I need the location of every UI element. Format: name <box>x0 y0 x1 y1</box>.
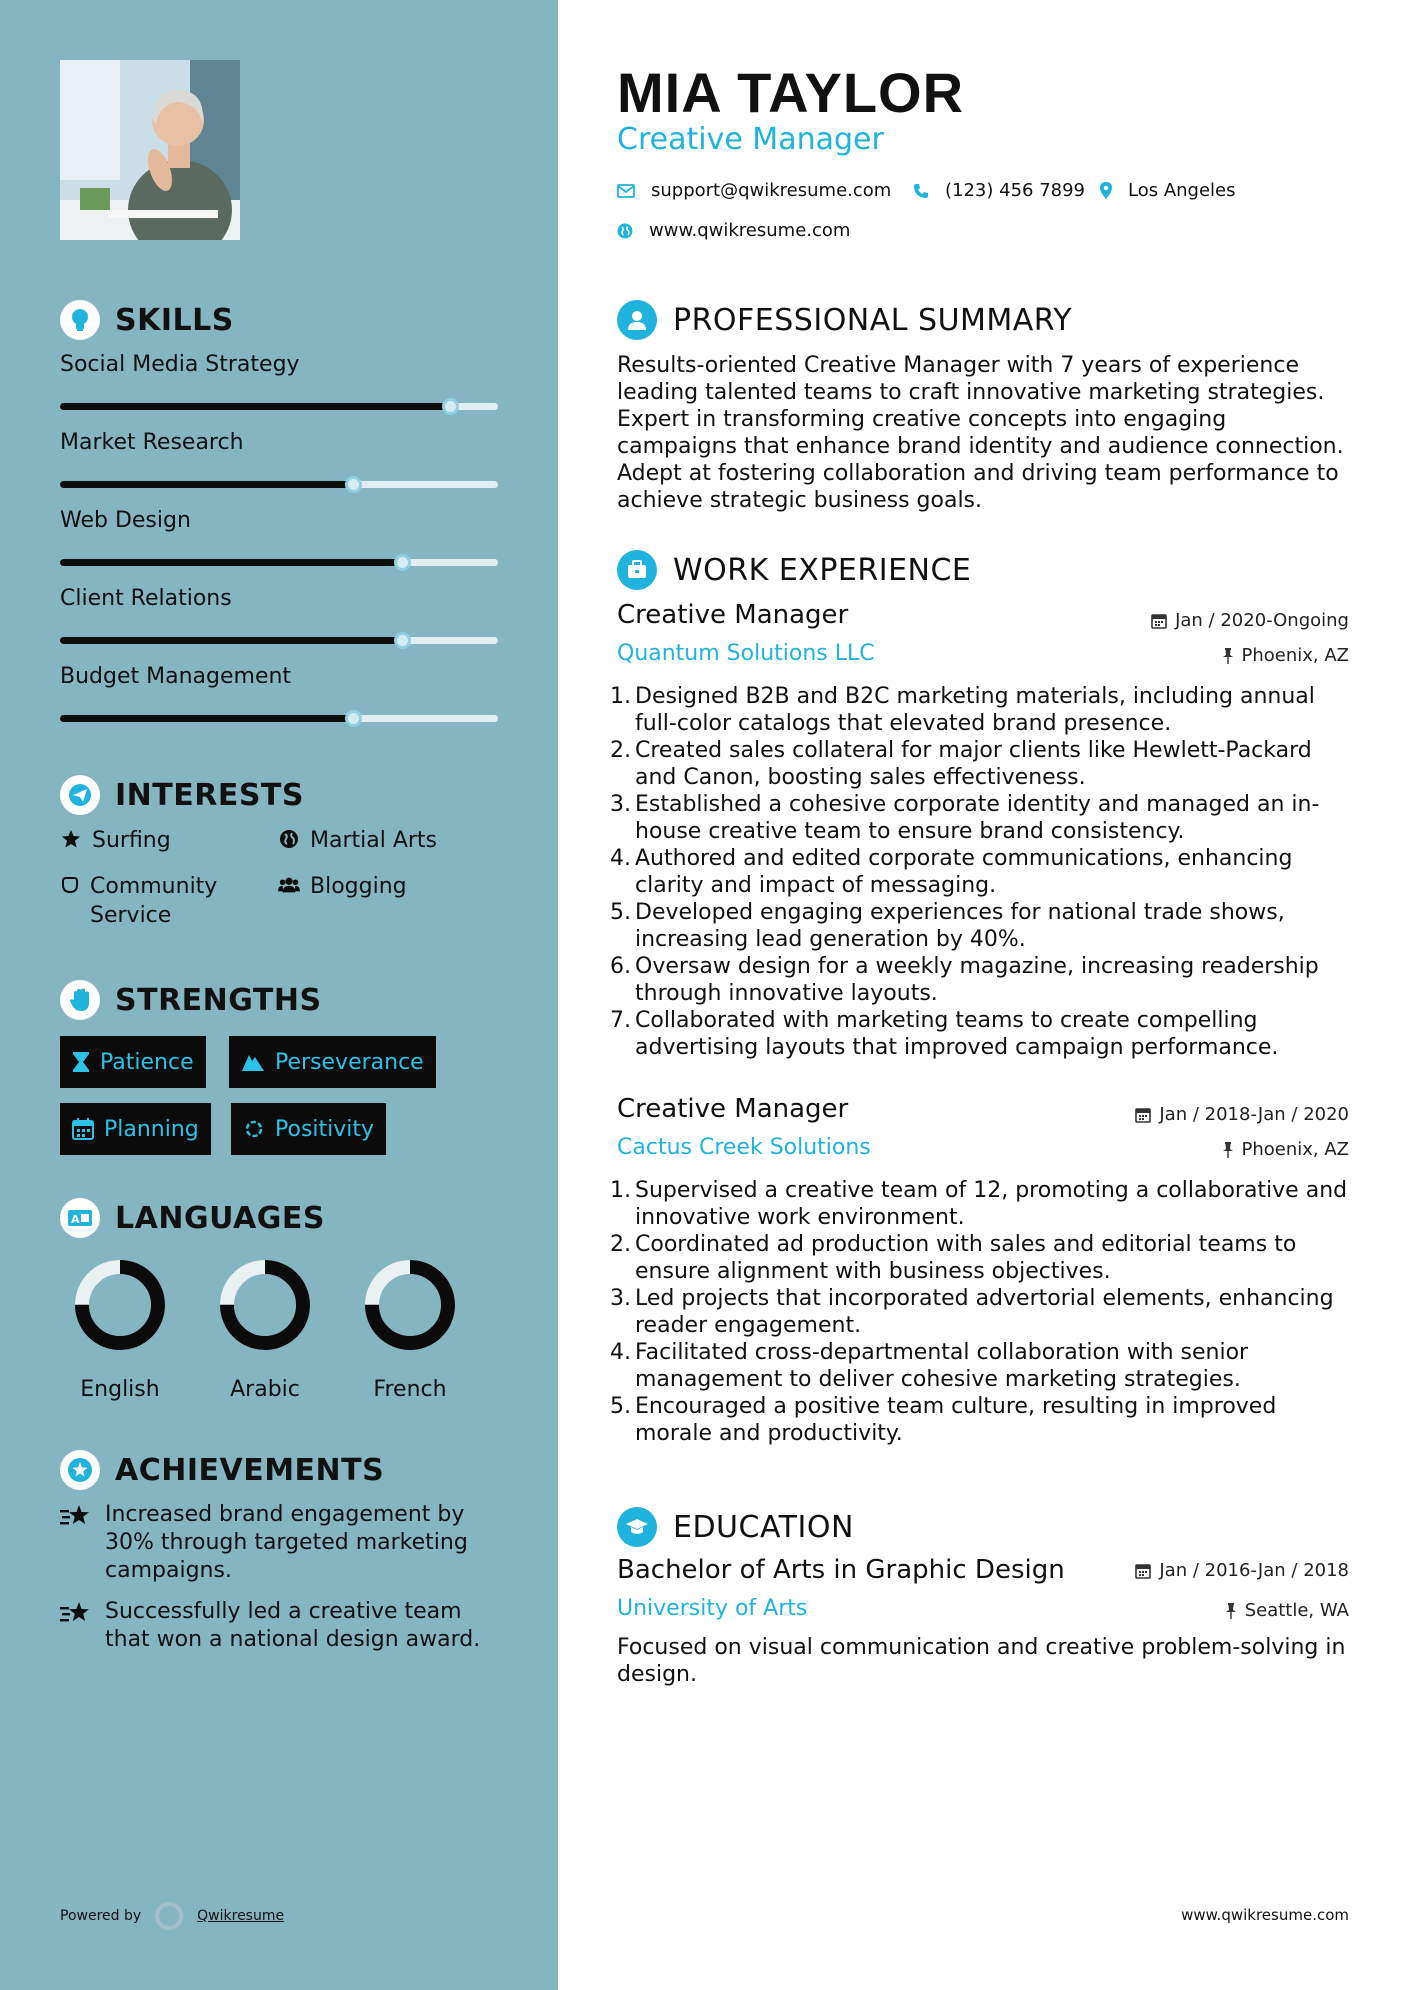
degree-title: Bachelor of Arts in Graphic Design <box>617 1555 1065 1585</box>
skill-bar-knob <box>442 398 459 415</box>
skill-bar <box>60 403 498 410</box>
job-location: Phoenix, AZ <box>1222 1139 1350 1160</box>
candidate-role: Creative Manager <box>617 122 884 157</box>
sun-icon <box>243 1118 265 1140</box>
list-item: 3. Led projects that incorporated advertorial elements, enhancing reader engagement. <box>610 1286 1334 1338</box>
strength-chip: Positivity <box>231 1103 386 1155</box>
pin-icon <box>1222 1142 1234 1158</box>
list-item: 2. Created sales collateral for major clients like Hewlett-Packard and Canon, boosting sales effectiveness. <box>610 738 1312 790</box>
job-location: Phoenix, AZ <box>1222 645 1350 666</box>
contact-email[interactable]: support@qwikresume.com <box>617 180 891 201</box>
skill-item: Market Research <box>60 430 498 488</box>
achievements-heading: ACHIEVEMENTS <box>60 1450 384 1490</box>
phone-icon <box>913 183 929 199</box>
education-text: Focused on visual communication and creative problem-solving in design. <box>617 1635 1346 1687</box>
globe-icon <box>617 223 633 239</box>
skill-bar <box>60 637 498 644</box>
job-date: Jan / 2018-Jan / 2020 <box>1135 1104 1349 1125</box>
strengths-heading: STRENGTHS <box>60 980 322 1020</box>
hand-icon <box>60 872 80 895</box>
svg-text:A: A <box>71 1213 80 1226</box>
star-icon <box>60 826 82 849</box>
list-item: 7. Collaborated with marketing teams to create compelling advertising layouts that improved campaign performance. <box>610 1008 1279 1060</box>
lightbulb-icon <box>60 300 100 340</box>
achievement-item: Successfully led a creative team that won a national design award. <box>60 1598 500 1654</box>
skill-bar-fill <box>60 637 402 644</box>
star-badge-icon <box>60 1450 100 1490</box>
skill-bar <box>60 715 498 722</box>
job-title: Creative Manager <box>617 600 849 630</box>
list-item: 4. Authored and edited corporate communications, enhancing clarity and impact of messaging. <box>610 846 1293 898</box>
language-item: French <box>355 1255 465 1402</box>
skill-bar-knob <box>394 554 411 571</box>
education-date: Jan / 2016-Jan / 2018 <box>1135 1560 1349 1581</box>
pin-icon <box>1222 648 1234 664</box>
calendar-icon <box>72 1118 94 1140</box>
summary-heading: PROFESSIONAL SUMMARY <box>617 300 1072 340</box>
list-item: 1. Designed B2B and B2C marketing materials, including annual full-color catalogs that elevated brand presence. <box>610 684 1315 736</box>
graduation-cap-icon <box>617 1507 657 1547</box>
shooting-star-icon <box>60 1598 94 1634</box>
calendar-icon <box>1151 613 1167 629</box>
skill-item: Client Relations <box>60 586 498 644</box>
qwikresume-logo-icon <box>155 1902 183 1930</box>
skill-bar-fill <box>60 403 450 410</box>
skill-bar-knob <box>345 710 362 727</box>
skill-bar-knob <box>394 632 411 649</box>
profile-photo <box>60 60 240 240</box>
sidebar <box>0 0 558 1990</box>
strength-chip: Perseverance <box>229 1036 436 1088</box>
list-item: 1. Supervised a creative team of 12, promoting a collaborative and innovative work environment. <box>610 1178 1348 1230</box>
skills-heading: SKILLS <box>60 300 234 340</box>
qwikresume-link[interactable]: Qwikresume <box>197 1908 285 1924</box>
footer-website[interactable]: www.qwikresume.com <box>1181 1906 1349 1924</box>
list-item: 2. Coordinated ad production with sales and editorial teams to ensure alignment with business objectives. <box>610 1232 1297 1284</box>
climber-icon <box>241 1052 265 1072</box>
skill-item: Social Media Strategy <box>60 352 498 410</box>
job-date: Jan / 2020-Ongoing <box>1151 610 1349 631</box>
shooting-star-icon <box>60 1501 94 1537</box>
user-icon <box>617 300 657 340</box>
globe-icon <box>278 826 300 849</box>
skill-bar-fill <box>60 481 353 488</box>
list-item: 3. Established a cohesive corporate identity and managed an in-house creative team to ensure brand consistency. <box>610 792 1320 844</box>
list-item: 5. Encouraged a positive team culture, resulting in improved morale and productivity. <box>610 1394 1277 1446</box>
job-bullets <box>610 683 1358 1061</box>
skill-item: Web Design <box>60 508 498 566</box>
skill-bar-fill <box>60 559 402 566</box>
calendar-icon <box>1135 1563 1151 1579</box>
experience-heading: WORK EXPERIENCE <box>617 550 971 590</box>
language-item: English <box>65 1255 175 1402</box>
contact-phone[interactable]: (123) 456 7899 <box>913 180 1085 201</box>
powered-by: Powered by Qwikresume <box>60 1902 284 1930</box>
language-ring <box>360 1255 460 1355</box>
language-icon <box>60 1198 100 1238</box>
skill-bar <box>60 559 498 566</box>
language-ring <box>70 1255 170 1355</box>
interest-item: Surfing <box>60 826 171 855</box>
job-company: Quantum Solutions LLC <box>617 641 875 666</box>
language-ring <box>215 1255 315 1355</box>
interest-item: Blogging <box>278 872 407 901</box>
contact-location: Los Angeles <box>1100 180 1236 201</box>
skill-bar-knob <box>345 476 362 493</box>
job-title: Creative Manager <box>617 1094 849 1124</box>
envelope-icon <box>617 184 635 198</box>
interest-item: Community Service <box>60 872 260 930</box>
skill-bar <box>60 481 498 488</box>
list-item: 6. Oversaw design for a weekly magazine, increasing readership through innovative layouts. <box>610 954 1319 1006</box>
language-item: Arabic <box>210 1255 320 1402</box>
paper-plane-icon <box>60 775 100 815</box>
users-icon <box>278 872 300 895</box>
job-company: Cactus Creek Solutions <box>617 1135 871 1160</box>
education-heading: EDUCATION <box>617 1507 854 1547</box>
school-name: University of Arts <box>617 1596 808 1621</box>
map-pin-icon <box>1100 182 1112 199</box>
candidate-name: MIA TAYLOR <box>617 61 965 124</box>
list-item: 5. Developed engaging experiences for national trade shows, increasing lead generation by 40%. <box>610 900 1285 952</box>
summary-text: Results-oriented Creative Manager with 7 years of experience leading talented teams to craft innovative marketing strategies. Expert in transforming creative concepts into engaging campaigns that enhance brand identity and audience connection. Adept at fostering collaboration and driving team performance to achieve strategic business goals. <box>617 353 1344 513</box>
contact-website[interactable]: www.qwikresume.com <box>617 220 850 241</box>
interest-item: Martial Arts <box>278 826 437 855</box>
languages-heading: A LANGUAGES <box>60 1198 325 1238</box>
strength-chip: Planning <box>60 1103 211 1155</box>
calendar-icon <box>1135 1107 1151 1123</box>
education-location: Seattle, WA <box>1225 1600 1349 1621</box>
skill-bar-fill <box>60 715 353 722</box>
skill-item: Budget Management <box>60 664 498 722</box>
job-bullets <box>610 1177 1358 1447</box>
list-item: 4. Facilitated cross-departmental collaboration with senior management to deliver cohesive marketing strategies. <box>610 1340 1249 1392</box>
briefcase-icon <box>617 550 657 590</box>
raised-hand-icon <box>60 980 100 1020</box>
strength-chip: Patience <box>60 1036 206 1088</box>
pin-icon <box>1225 1603 1237 1619</box>
interests-heading: INTERESTS <box>60 775 304 815</box>
hourglass-icon <box>72 1051 90 1073</box>
achievement-item: Increased brand engagement by 30% through targeted marketing campaigns. <box>60 1501 500 1585</box>
